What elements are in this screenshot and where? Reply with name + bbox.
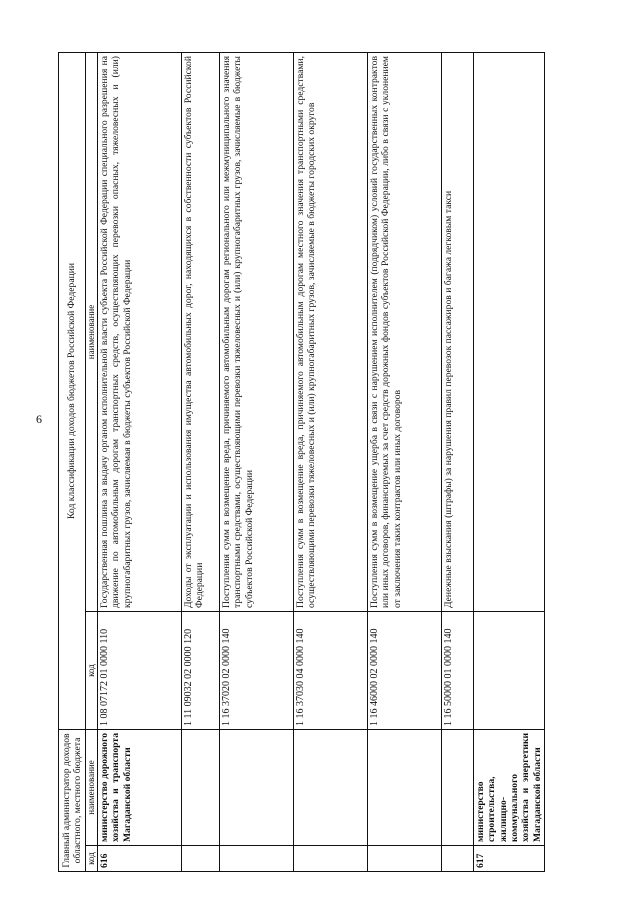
header-admin-name: наименование <box>86 729 98 845</box>
revenue-classification-table <box>58 52 543 872</box>
name-cell: Доходы от эксплуатации и использования имущества автомобильных дорог, находящихся в собственности субъектов Российской Федерации <box>182 53 220 612</box>
header-classification-group: Код классификации доходов бюджетов Российской Федерации <box>59 53 86 730</box>
admin-code-cell: 617 <box>474 846 545 872</box>
table-row <box>294 53 368 872</box>
table <box>58 52 545 872</box>
code-cell: 1 16 37020 02 0000 140 <box>220 611 294 729</box>
code-cell: 1 08 07172 01 0000 110 <box>98 611 182 729</box>
admin-code-cell <box>294 846 368 872</box>
table-row <box>220 53 294 872</box>
admin-name-cell: министерство строительства, жилищно-коммунального хозяйства и энергетики Магаданской области <box>474 729 545 845</box>
name-cell: Государственная пошлина за выдачу органом исполнительной власти субъекта Российской Федерации специального разрешения на движение по автомобильным дорогам транспортных средств, осуществляющих перевозки опасных, тяжеловесных и (или) крупногабаритных грузов, зачисляемая в бюджеты субъектов Российской Федерации <box>98 53 182 612</box>
code-cell: 1 11 09032 02 0000 120 <box>182 611 220 729</box>
header-code: код <box>86 611 98 729</box>
admin-name-cell <box>442 729 474 845</box>
table-row <box>442 53 474 872</box>
table-row <box>98 53 182 872</box>
code-cell <box>474 611 545 729</box>
table-header-row <box>59 53 86 872</box>
admin-code-cell <box>220 846 294 872</box>
header-name: наименование <box>86 53 98 612</box>
table-row <box>182 53 220 872</box>
code-cell: 1 16 50000 01 0000 140 <box>442 611 474 729</box>
name-cell: Поступления сумм в возмещение вреда, причиняемого автомобильным дорогам регионального или межмуниципального значения транспортными средствами, осуществляющими перевозки тяжеловесных и (или) крупногабаритных грузов, зачисляемые в бюджеты субъектов Российской Федерации <box>220 53 294 612</box>
admin-code-cell: 616 <box>98 846 182 872</box>
admin-name-cell: министерство дорожного хозяйства и транспорта Магаданской области <box>98 729 182 845</box>
admin-code-cell <box>182 846 220 872</box>
admin-code-cell <box>442 846 474 872</box>
name-cell: Поступления сумм в возмещение ущерба в связи с нарушением исполнителем (подрядчиком) условий государственных контрактов или иных договоров, финансируемых за счет средств дорожных фондов субъектов Российской Федерации, либо в связи с уклонением от заключения таких контрактов или иных договоров <box>368 53 442 612</box>
admin-name-cell <box>368 729 442 845</box>
admin-name-cell <box>220 729 294 845</box>
name-cell: Поступления сумм в возмещение вреда, причиняемого автомобильным дорогам местного значения транспортными средствами, осуществляющими перевозки тяжеловесных и (или) крупногабаритных грузов, зачисляемые в бюджеты городских округов <box>294 53 368 612</box>
header-admin-group: Главный администратор доходов областного, местного бюджета <box>59 729 86 871</box>
admin-name-cell <box>294 729 368 845</box>
header-admin-code: код <box>86 846 98 872</box>
table-subheader-row <box>86 53 98 872</box>
name-cell: Денежные взыскания (штрафы) за нарушения правил перевозок пассажиров и багажа легковым такси <box>442 53 474 612</box>
table-row <box>368 53 442 872</box>
admin-name-cell <box>182 729 220 845</box>
admin-code-cell <box>368 846 442 872</box>
code-cell: 1 16 46000 02 0000 140 <box>368 611 442 729</box>
page-number: 6 <box>36 412 42 426</box>
table-row <box>474 53 545 872</box>
code-cell: 1 16 37030 04 0000 140 <box>294 611 368 729</box>
name-cell <box>474 53 545 612</box>
